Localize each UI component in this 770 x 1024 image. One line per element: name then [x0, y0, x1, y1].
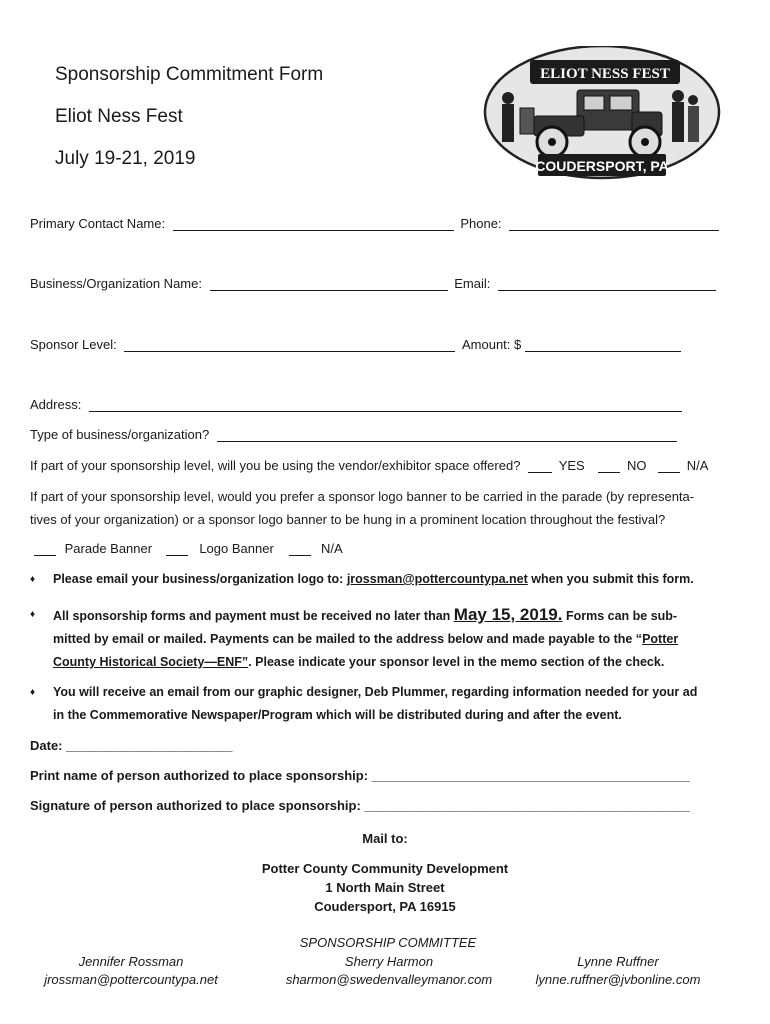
- business-type-label: Type of business/organization?: [30, 427, 210, 442]
- bullet-deadline: [30, 603, 730, 674]
- form-title: Sponsorship Commitment Form: [55, 64, 324, 85]
- banner-question: [30, 485, 735, 531]
- parade-banner-label: Parade Banner: [64, 541, 153, 556]
- business-row: [30, 276, 716, 291]
- vendor-no-blank[interactable]: [598, 459, 620, 473]
- committee-heading: SPONSORSHIP COMMITTEE: [299, 935, 477, 950]
- email-label: Email:: [454, 276, 491, 291]
- bullet-text: in the Commemorative Newspaper/Program which will be distributed during and after the event.: [53, 708, 622, 722]
- banner-na-blank[interactable]: [289, 542, 311, 556]
- signature-row: [30, 798, 690, 813]
- bullet-email-logo: [30, 568, 730, 591]
- sponsor-level-field[interactable]: [124, 338, 455, 352]
- vendor-no-label: NO: [626, 458, 647, 473]
- banner-options-row: [34, 541, 343, 556]
- date-field[interactable]: _______________________: [66, 738, 233, 753]
- member-email[interactable]: jrossman@pottercountypa.net: [44, 972, 218, 987]
- logo-bottom-text: COUDERSPORT, PA: [535, 158, 669, 174]
- amount-field[interactable]: [525, 338, 681, 352]
- business-name-field[interactable]: [210, 277, 448, 291]
- committee-member: [248, 953, 530, 989]
- amount-label: Amount: $: [461, 337, 522, 352]
- committee-member: [16, 953, 246, 989]
- vendor-yes-blank[interactable]: [528, 459, 552, 473]
- business-type-row: [30, 427, 677, 442]
- sponsor-level-label: Sponsor Level:: [30, 337, 117, 352]
- payee-name: Potter: [642, 632, 679, 646]
- member-email[interactable]: lynne.ruffner@jvbonline.com: [535, 972, 701, 987]
- logo-banner-label: Logo Banner: [199, 541, 274, 556]
- date-label: Date:: [30, 738, 63, 753]
- member-email[interactable]: sharmon@swedenvalleymanor.com: [285, 972, 493, 987]
- logo-top-text: ELIOT NESS FEST: [540, 66, 670, 82]
- bullet-text: mitted by email or mailed. Payments can be mailed to the address below and made payable to the “: [53, 632, 643, 646]
- logo-email-link[interactable]: jrossman@pottercountypa.net: [346, 572, 528, 586]
- bullet-text: All sponsorship forms and payment must be received no later than: [53, 609, 454, 623]
- primary-contact-row: [30, 216, 719, 231]
- signature-label: Signature of person authorized to place sponsorship:: [30, 798, 361, 813]
- member-name: Lynne Ruffner: [577, 954, 659, 969]
- print-name-row: [30, 768, 690, 783]
- vendor-na-blank[interactable]: [658, 459, 680, 473]
- mail-heading: Mail to:: [362, 831, 408, 846]
- bullet-text: You will receive an email from our graphic designer, Deb Plummer, regarding information needed for your ad: [53, 685, 698, 699]
- banner-na-label: N/A: [321, 541, 343, 556]
- member-name: Sherry Harmon: [344, 954, 434, 969]
- deadline-date: May 15, 2019.: [453, 605, 563, 624]
- address-label: Address:: [30, 397, 82, 412]
- logo-banner-blank[interactable]: [166, 542, 188, 556]
- print-name-field[interactable]: ____________________________________________: [371, 768, 690, 783]
- banner-question-line1: If part of your sponsorship level, would you prefer a sponsor logo banner to be carried in the parade (by representa-: [30, 489, 695, 504]
- vendor-yes-label: YES: [558, 458, 585, 473]
- phone-label: Phone:: [460, 216, 502, 231]
- primary-contact-label: Primary Contact Name:: [30, 216, 166, 231]
- address-row: [30, 397, 682, 412]
- member-name: Jennifer Rossman: [78, 954, 184, 969]
- event-name: Eliot Ness Fest: [55, 106, 183, 127]
- bullet-text: when you submit this form.: [527, 572, 694, 586]
- sponsor-level-row: [30, 337, 681, 352]
- mail-address: [0, 859, 770, 916]
- primary-contact-field[interactable]: [173, 217, 454, 231]
- banner-question-line2: tives of your organization) or a sponsor logo banner to be hung in a prominent location throughout the festival?: [30, 512, 666, 527]
- mail-address-line: Coudersport, PA 16915: [314, 899, 456, 914]
- vendor-question-text: If part of your sponsorship level, will you be using the vendor/exhibitor space offered?: [30, 458, 521, 473]
- committee-member: [516, 953, 720, 989]
- bullet-text: Forms can be sub-: [562, 609, 678, 623]
- diamond-bullet-icon: ♦: [30, 687, 36, 698]
- bullet-designer: [30, 681, 730, 727]
- date-row: [30, 738, 232, 753]
- bullet-text: . Please indicate your sponsor level in the memo section of the check.: [248, 655, 665, 669]
- vendor-question-row: [30, 458, 708, 473]
- mail-address-line: 1 North Main Street: [325, 880, 445, 895]
- mail-address-line: Potter County Community Development: [261, 861, 509, 876]
- phone-field[interactable]: [509, 217, 719, 231]
- business-name-label: Business/Organization Name:: [30, 276, 202, 291]
- parade-banner-blank[interactable]: [34, 542, 56, 556]
- print-name-label: Print name of person authorized to place sponsorship:: [30, 768, 369, 783]
- diamond-bullet-icon: ♦: [30, 609, 36, 620]
- payee-name: County Historical Society—ENF”: [53, 655, 249, 669]
- diamond-bullet-icon: ♦: [30, 574, 36, 585]
- signature-field[interactable]: _____________________________________________: [364, 798, 690, 813]
- event-dates: July 19-21, 2019: [55, 148, 196, 169]
- email-field[interactable]: [498, 277, 716, 291]
- business-type-field[interactable]: [217, 428, 677, 442]
- eliot-ness-fest-logo: [482, 46, 722, 184]
- vendor-na-label: N/A: [686, 458, 709, 473]
- address-field[interactable]: [89, 398, 682, 412]
- bullet-text: Please email your business/organization logo to:: [53, 572, 347, 586]
